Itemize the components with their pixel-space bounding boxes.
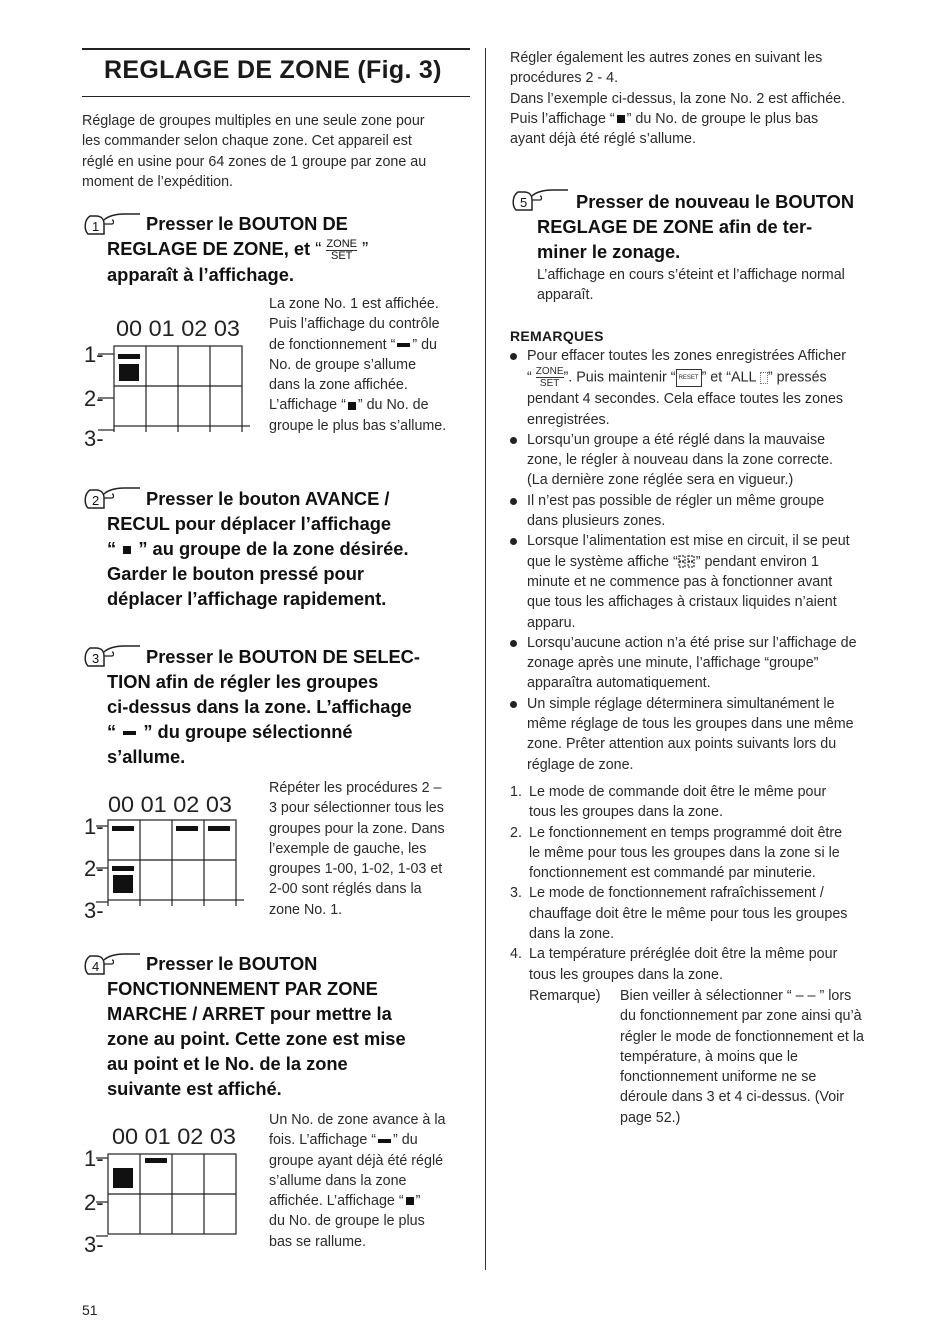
desc-line: L’affichage en cours s’éteint et l’affichage normal: [537, 267, 845, 283]
desc-line: apparaît.: [537, 287, 594, 304]
hand-step-2-icon: [82, 484, 144, 514]
desc-line: s’allume dans la zone: [269, 1172, 407, 1189]
remarques-bullet-list: [508, 346, 857, 775]
right-intro-line: ayant déjà été réglé s’allume.: [510, 131, 696, 148]
grid-column-labels: 00 01 02 03: [116, 316, 240, 341]
zone-grid-diagram-3: [84, 1118, 254, 1258]
bullet-text: que le système affiche “: [527, 553, 678, 570]
title-top-rule: [82, 48, 470, 50]
item-line: Le mode de fonctionnement rafraîchissement /: [529, 885, 824, 902]
quote-mark: “: [107, 721, 117, 742]
remark-line: page 52.): [620, 1109, 681, 1126]
numbered-item: [510, 782, 847, 823]
grid-dash-mark: [112, 866, 134, 871]
step-2-heading-line: Garder le bouton pressé pour: [107, 563, 364, 584]
zone-label: ZONE: [326, 237, 357, 250]
bullet-line: dans plusieurs zones.: [527, 513, 666, 530]
bullet-line: enregistrées.: [527, 411, 610, 428]
item-line: tous les groupes dans la zone.: [529, 966, 723, 983]
dash-symbol: [397, 343, 410, 347]
step-3-heading-line: TION afin de régler les groupes: [107, 671, 379, 692]
bullet-line: zone. Prêter attention aux points suivants lors du: [527, 736, 837, 753]
dash-symbol: [123, 731, 136, 735]
set-label: SET: [536, 377, 564, 389]
zone-set-indicator: [536, 366, 564, 389]
intro-line: moment de l’expédition.: [82, 173, 233, 190]
step-4-description: [269, 1110, 445, 1252]
grid-row-label: 1-: [84, 1146, 104, 1171]
step-number: 4: [92, 959, 100, 974]
zone-grid-3: [84, 1118, 254, 1258]
step-1-heading-line: apparaît à l’affichage.: [107, 263, 294, 285]
intro-text: [82, 111, 426, 192]
remark-line: fonctionnement uniforme ne se: [620, 1069, 817, 1086]
step-2-heading-line: RECUL pour déplacer l’affichage: [107, 513, 392, 534]
zone-grid-diagram-1: [84, 310, 254, 450]
square-symbol: [348, 402, 356, 410]
step-4-heading-line: Presser le BOUTON: [146, 953, 318, 974]
step-5-heading-rest: [537, 214, 812, 264]
step-1-heading: [146, 211, 348, 236]
remark-line: régler le mode de fonctionnement et la: [620, 1028, 864, 1045]
step-number: 3: [92, 651, 100, 666]
bullet-dot: [510, 538, 517, 545]
bullet-line: Lorsqu’un groupe a été réglé dans la mauvaise: [527, 431, 826, 448]
remark-line: température, à moins que le: [620, 1048, 799, 1065]
grid-square-mark: [119, 364, 139, 381]
square-symbol: [123, 546, 131, 554]
square-symbol: [406, 1197, 414, 1205]
remark-line: Bien veiller à sélectionner “ – – ” lors: [620, 988, 852, 1004]
step-2-heading-line: [107, 536, 409, 561]
desc-line: [269, 1130, 445, 1150]
grid-column-labels: 00 01 02 03: [108, 792, 232, 817]
remark-line: déroule dans 3 et 4 ci-dessus. (Voir: [620, 1089, 845, 1106]
zone-grid-diagram-2: [84, 786, 254, 926]
numbered-item: [510, 944, 847, 985]
grid-column-labels: 00 01 02 03: [112, 1124, 236, 1149]
grid-row-label: 2-: [84, 1190, 104, 1215]
step-4-heading-line: MARCHE / ARRET pour mettre la: [107, 1003, 392, 1024]
grid-row-label: 3-: [84, 1232, 104, 1257]
bullet-item: [508, 346, 857, 430]
right-intro-text-part: Puis l’affichage “: [510, 110, 615, 127]
remark-label: Remarque): [529, 988, 601, 1004]
bullet-dot: [510, 640, 517, 647]
step-2-heading-text: ” au groupe de la zone désirée.: [138, 538, 409, 559]
zone-grid-2: [84, 786, 254, 926]
step-2-heading-line: déplacer l’affichage rapidement.: [107, 588, 387, 609]
step-5-heading-line: REGLAGE DE ZONE afin de ter-: [537, 216, 813, 237]
step-number: 2: [92, 493, 100, 508]
bullet-item: [508, 694, 857, 775]
quote-mark: “: [107, 538, 117, 559]
numbered-item: [510, 823, 847, 884]
desc-text: ” du: [412, 336, 438, 353]
right-intro-line: Régler également les autres zones en suivant les: [510, 50, 823, 66]
grid-row-label: 2-: [84, 856, 104, 881]
bullet-item: [508, 491, 857, 532]
dash-symbol: [378, 1139, 391, 1143]
desc-line: l’exemple de gauche, les: [269, 840, 427, 857]
grid-dash-mark: [176, 826, 198, 831]
grid-dash-mark: [145, 1158, 167, 1163]
bullet-line: Lorsque l’alimentation est mise en circuit, il se peut: [527, 533, 850, 550]
right-intro-line: Dans l’exemple ci-dessus, la zone No. 2 est affichée.: [510, 90, 846, 107]
desc-text: ” du No. de: [357, 397, 429, 414]
item-number: 3.: [510, 885, 522, 902]
item-line: le même pour tous les groupes dans la zone si le: [529, 844, 840, 861]
desc-line: Répéter les procédures 2 –: [269, 780, 442, 796]
grid-row-label: 1-: [84, 814, 104, 839]
step-1-heading-line: Presser le BOUTON DE: [146, 213, 348, 234]
conditions-numbered-list: [510, 782, 847, 985]
step-3-heading-line: Presser le BOUTON DE SELEC-: [146, 646, 420, 667]
remark-line: du fonctionnement par zone ainsi qu’à: [620, 1008, 862, 1025]
page-number: 51: [82, 1302, 98, 1318]
right-intro-line: procédures 2 - 4.: [510, 70, 619, 87]
grid-row-label: 3-: [84, 898, 104, 923]
bullet-text: ” et “ALL: [701, 369, 756, 386]
right-intro-text: [510, 48, 845, 149]
bullet-text: ” pressés: [767, 369, 827, 386]
bullet-line: apparaîtra automatiquement.: [527, 675, 711, 692]
desc-line: [269, 1191, 445, 1211]
bullet-line: Lorsqu’aucune action n’a été prise sur l’affichage de: [527, 634, 857, 651]
right-intro-text-part: ” du No. de groupe le plus bas: [626, 110, 819, 127]
bullet-line: [527, 366, 857, 389]
step-3-heading-rest: [107, 669, 412, 769]
step-2-heading-line: Presser le bouton AVANCE /: [146, 488, 390, 509]
step-3-heading-line: [107, 719, 412, 744]
item-line: Le fonctionnement en temps programmé doit être: [529, 824, 843, 841]
intro-line: les commander selon chaque zone. Cet appareil est: [82, 133, 412, 150]
bullet-line: (La dernière zone réglée sera en vigueur.): [527, 472, 794, 489]
item-line: Le mode de commande doit être le même pour: [529, 784, 827, 800]
step-4-heading-line: suivante est affiché.: [107, 1078, 282, 1099]
bullet-line: zonage après une minute, l’affichage “groupe”: [527, 655, 819, 672]
desc-text: ” du: [393, 1132, 418, 1149]
intro-line: Réglage de groupes multiples en une seule zone pour: [82, 113, 425, 129]
grid-square-mark: [113, 1168, 133, 1188]
desc-line: groupe ayant déjà été réglé: [269, 1152, 444, 1169]
bullet-item: [508, 430, 857, 491]
lcd-digit-icon: [760, 372, 768, 384]
step-3-heading-text: ” du groupe sélectionné: [143, 721, 353, 742]
desc-line: [269, 335, 446, 355]
step-1-heading-rest: [107, 236, 368, 287]
column-divider: [485, 48, 486, 1270]
bullet-dot: [510, 498, 517, 505]
grid-dash-mark: [118, 354, 140, 359]
step-4-heading-line: zone au point. Cette zone est mise: [107, 1028, 406, 1049]
desc-line: bas se rallume.: [269, 1233, 366, 1250]
bullet-line: [527, 552, 857, 572]
desc-text: fois. L’affichage “: [269, 1132, 377, 1149]
desc-text: affichée. L’affichage “: [269, 1193, 404, 1210]
step-5-heading-line: Presser de nouveau le BOUTON: [576, 191, 855, 212]
bullet-item: [508, 531, 857, 632]
desc-line: groupe le plus bas s’allume.: [269, 417, 447, 434]
title-bottom-rule: [82, 96, 470, 97]
bullet-text: ” pendant environ 1: [695, 553, 819, 570]
grid-dash-mark: [208, 826, 230, 831]
grid-square-mark: [113, 875, 133, 893]
grid-row-label: 3-: [84, 426, 104, 450]
reset-button-icon: RESET: [676, 369, 702, 387]
desc-line: du No. de groupe le plus: [269, 1213, 425, 1230]
bullet-line: Un simple réglage déterminera simultanément le: [527, 695, 835, 712]
bullet-line: que tous les affichages à cristaux liquides n’aient: [527, 594, 837, 611]
step-3-heading: [146, 644, 420, 669]
grid-row-label: 2-: [84, 386, 104, 411]
desc-line: 2-00 sont réglés dans la: [269, 881, 422, 898]
desc-line: dans la zone affichée.: [269, 377, 408, 394]
item-number: 1.: [510, 784, 522, 800]
zone-grid-1: [84, 310, 254, 450]
bullet-dot: [510, 437, 517, 444]
step-number: 1: [92, 219, 100, 234]
lcd-88-icon: [678, 555, 696, 569]
desc-line: Puis l’affichage du contrôle: [269, 316, 440, 333]
item-line: chauffage doit être le même pour tous les groupes: [529, 905, 848, 922]
bullet-line: même réglage de tous les groupes dans une même: [527, 716, 854, 733]
right-intro-line: [510, 109, 845, 129]
step-1-description: [269, 294, 446, 436]
step-4-heading-rest: [107, 976, 406, 1101]
step-1-heading-text: REGLAGE DE ZONE, et: [107, 238, 311, 259]
step-3-heading-line: ci-dessus dans la zone. L’affichage: [107, 696, 412, 717]
step-3-heading-line: s’allume.: [107, 746, 186, 767]
step-2-heading: [146, 486, 389, 511]
bullet-text: ”. Puis maintenir “: [563, 369, 676, 386]
zone-set-indicator: [326, 239, 357, 262]
step-4-heading-line: au point et le No. de la zone: [107, 1053, 348, 1074]
zone-label: ZONE: [535, 366, 564, 378]
desc-text: ”: [415, 1193, 421, 1210]
step-2-heading-rest: [107, 511, 409, 611]
desc-line: 3 pour sélectionner tous les: [269, 800, 444, 817]
numbered-item: [510, 883, 847, 944]
bullet-line: réglage de zone.: [527, 756, 634, 773]
item-number: 2.: [510, 824, 522, 841]
bullet-line: apparu.: [527, 614, 576, 631]
desc-line: zone No. 1.: [269, 901, 343, 918]
desc-line: La zone No. 1 est affichée.: [269, 296, 439, 312]
step-4-heading: [146, 951, 317, 976]
intro-line: réglé en usine pour 64 zones de 1 groupe par zone au: [82, 153, 427, 170]
remark-text: [620, 986, 864, 1128]
bullet-line: Il n’est pas possible de régler un même groupe: [527, 492, 825, 509]
desc-text: L’affichage “: [269, 397, 346, 414]
grid-row-label: 1-: [84, 342, 104, 367]
desc-line: groupes pour la zone. Dans: [269, 820, 445, 837]
bullet-dot: [510, 701, 517, 708]
grid-dash-mark: [112, 826, 134, 831]
step-1-heading-line: REGLAGE DE ZONE, et “ ZONE SET ”: [107, 237, 369, 262]
item-line: dans la zone.: [529, 926, 615, 943]
bullet-dot: [510, 353, 517, 360]
step-3-description: [269, 778, 445, 920]
step-5-heading-line: miner le zonage.: [537, 241, 681, 262]
remarques-heading: REMARQUES: [510, 328, 604, 344]
bullet-line: minute et ne commence pas à fonctionner avant: [527, 573, 833, 590]
bullet-item: [508, 633, 857, 694]
bullet-line: pendant 4 secondes. Cela efface toutes les zones: [527, 391, 844, 408]
square-symbol: [617, 115, 625, 123]
item-number: 4.: [510, 946, 522, 963]
set-label: SET: [326, 250, 357, 262]
item-line: fonctionnement est commandé par minuterie.: [529, 865, 816, 882]
hand-step-5-icon: [510, 186, 572, 216]
step-5-description: [537, 265, 845, 306]
item-line: tous les groupes dans la zone.: [529, 804, 723, 821]
step-4-heading-line: FONCTIONNEMENT PAR ZONE: [107, 978, 378, 999]
page-title: REGLAGE DE ZONE (Fig. 3): [104, 56, 442, 84]
desc-line: [269, 395, 446, 415]
step-number: 5: [520, 195, 528, 210]
item-line: La température préréglée doit être la même pour: [529, 946, 838, 963]
bullet-line: zone, le régler à nouveau dans la zone correcte.: [527, 452, 833, 469]
desc-line: groupes 1-00, 1-02, 1-03 et: [269, 861, 443, 878]
desc-line: No. de groupe s’allume: [269, 356, 417, 373]
bullet-text: “: [527, 369, 532, 386]
bullet-line: Pour effacer toutes les zones enregistrées Afficher: [527, 348, 846, 364]
step-5-heading: [576, 189, 854, 214]
hand-step-3-icon: [82, 642, 144, 672]
desc-text: de fonctionnement “: [269, 336, 396, 353]
desc-line: Un No. de zone avance à la: [269, 1112, 446, 1128]
